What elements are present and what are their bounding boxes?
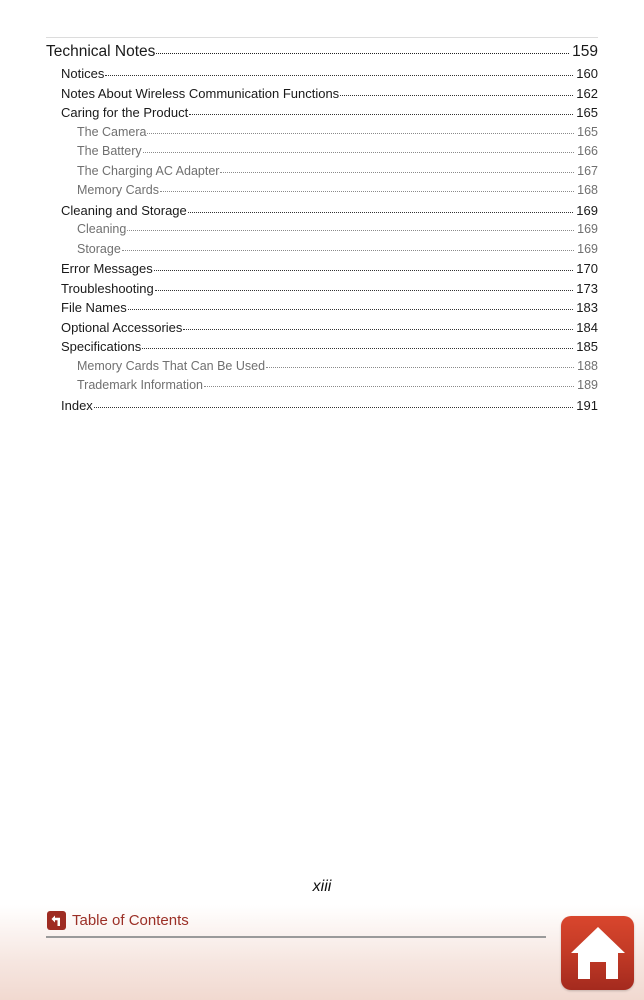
dot-leader bbox=[128, 299, 574, 312]
dot-leader bbox=[183, 319, 573, 332]
toc-entry-label: Memory Cards That Can Be Used bbox=[77, 358, 266, 373]
toc-entry-trademark-information[interactable] bbox=[46, 376, 598, 396]
home-button[interactable] bbox=[561, 916, 634, 990]
table-of-contents-label: Table of Contents bbox=[72, 912, 189, 929]
toc-entry-optional-accessories[interactable] bbox=[46, 318, 598, 338]
toc-entry-page: 185 bbox=[576, 339, 598, 354]
toc-entry-charging-ac-adapter[interactable] bbox=[46, 162, 598, 182]
toc-entry-label: Cleaning and Storage bbox=[61, 202, 187, 218]
toc-entry-notices[interactable] bbox=[46, 64, 598, 84]
toc-entry-page: 184 bbox=[576, 319, 598, 335]
toc-entry-label: Optional Accessories bbox=[61, 319, 183, 335]
toc-entry-label: File Names bbox=[61, 300, 127, 315]
toc-entry-label: Index bbox=[61, 397, 93, 413]
toc-entry-label: Technical Notes bbox=[46, 43, 156, 60]
toc-entry-label: The Camera bbox=[77, 124, 147, 139]
toc-entry-page: 183 bbox=[576, 300, 598, 315]
dot-leader bbox=[105, 65, 573, 78]
toc-entry-wireless-notes[interactable] bbox=[46, 84, 598, 104]
home-icon bbox=[568, 924, 628, 982]
toc-entry-page: 165 bbox=[577, 124, 598, 139]
toc-entry-the-camera[interactable] bbox=[46, 123, 598, 143]
dot-leader bbox=[220, 162, 574, 175]
top-divider bbox=[46, 37, 598, 38]
toc-entry-label: Trademark Information bbox=[77, 378, 203, 392]
dot-leader bbox=[154, 260, 574, 273]
toc-entry-label: Notices bbox=[61, 66, 105, 81]
toc-entry-page: 169 bbox=[577, 222, 598, 236]
toc-entry-label: Specifications bbox=[61, 339, 142, 354]
toc-entry-label: Cleaning bbox=[77, 222, 127, 236]
dot-leader bbox=[94, 397, 573, 410]
dot-leader bbox=[155, 280, 574, 293]
toc-entry-page: 160 bbox=[576, 66, 598, 81]
toc-entry-troubleshooting[interactable] bbox=[46, 279, 598, 299]
toc-entry-specifications[interactable] bbox=[46, 337, 598, 357]
toc-entry-error-messages[interactable] bbox=[46, 259, 598, 279]
toc-entry-page: 168 bbox=[577, 183, 598, 197]
dot-leader bbox=[188, 202, 574, 215]
table-of-contents-link[interactable] bbox=[47, 911, 189, 930]
toc-entry-page: 165 bbox=[576, 105, 598, 120]
toc-entry-index[interactable] bbox=[46, 396, 598, 416]
toc-entry-page: 159 bbox=[572, 43, 598, 60]
toc-entry-memory-cards-usable[interactable] bbox=[46, 357, 598, 377]
dot-leader bbox=[160, 182, 574, 195]
table-of-contents bbox=[46, 40, 598, 415]
dot-leader bbox=[122, 240, 574, 253]
toc-entry-the-battery[interactable] bbox=[46, 142, 598, 162]
toc-entry-caring-for-product[interactable] bbox=[46, 103, 598, 123]
toc-entry-label: Notes About Wireless Communication Functions bbox=[61, 85, 340, 101]
toc-entry-page: 188 bbox=[577, 358, 598, 373]
toc-entry-page: 191 bbox=[576, 397, 598, 413]
dot-leader bbox=[127, 221, 574, 234]
toc-entry-label: The Charging AC Adapter bbox=[77, 163, 220, 178]
toc-entry-cleaning-and-storage[interactable] bbox=[46, 201, 598, 221]
toc-entry-label: Troubleshooting bbox=[61, 280, 154, 296]
dot-leader bbox=[142, 338, 573, 351]
dot-leader bbox=[266, 357, 574, 370]
toc-entry-technical-notes[interactable] bbox=[46, 40, 598, 64]
toc-entry-label: The Battery bbox=[77, 144, 142, 158]
toc-entry-label: Memory Cards bbox=[77, 183, 159, 197]
toc-entry-page: 173 bbox=[576, 280, 598, 296]
dot-leader bbox=[156, 41, 569, 57]
toc-entry-cleaning[interactable] bbox=[46, 220, 598, 240]
dot-leader bbox=[189, 104, 573, 117]
toc-entry-page: 166 bbox=[577, 144, 598, 158]
dot-leader bbox=[147, 123, 574, 136]
dot-leader bbox=[204, 377, 574, 390]
toc-entry-page: 167 bbox=[577, 163, 598, 178]
return-arrow-icon bbox=[47, 911, 66, 930]
toc-entry-memory-cards[interactable] bbox=[46, 181, 598, 201]
toc-entry-page: 169 bbox=[576, 202, 598, 218]
toc-entry-label: Storage bbox=[77, 241, 121, 256]
toc-entry-label: Error Messages bbox=[61, 261, 153, 276]
toc-entry-page: 169 bbox=[577, 241, 598, 256]
dot-leader bbox=[340, 85, 573, 98]
toc-entry-page: 189 bbox=[577, 378, 598, 392]
toc-entry-page: 162 bbox=[576, 85, 598, 101]
footer-divider bbox=[46, 936, 546, 938]
toc-entry-storage[interactable] bbox=[46, 240, 598, 260]
page-number: xiii bbox=[312, 878, 332, 895]
toc-entry-label: Caring for the Product bbox=[61, 105, 189, 120]
toc-entry-page: 170 bbox=[576, 261, 598, 276]
dot-leader bbox=[143, 143, 575, 156]
toc-entry-file-names[interactable] bbox=[46, 298, 598, 318]
